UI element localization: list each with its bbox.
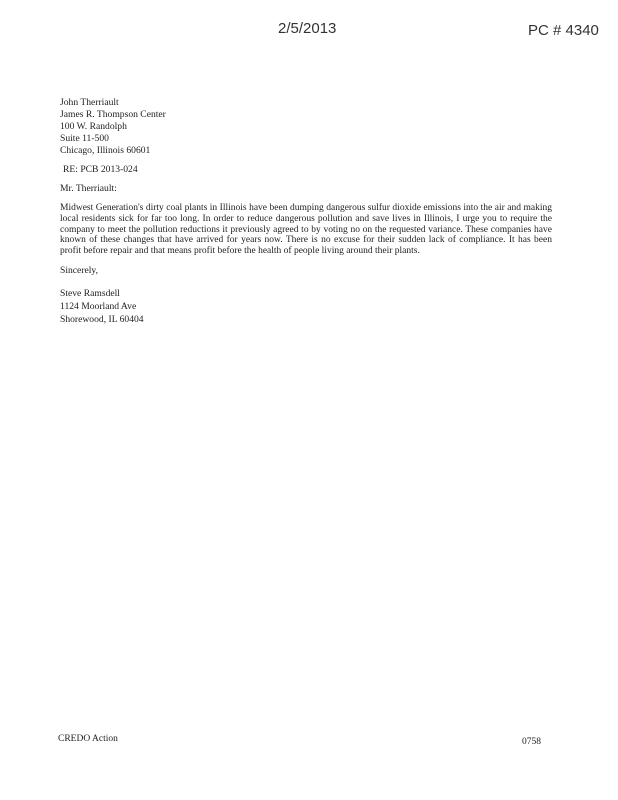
closing: Sincerely, bbox=[60, 264, 99, 276]
footer-org: CREDO Action bbox=[58, 734, 118, 744]
recipient-city: Chicago, Illinois 60601 bbox=[60, 145, 151, 156]
recipient-suite: Suite 11-500 bbox=[60, 133, 109, 144]
recipient-address bbox=[60, 97, 552, 157]
sender-name: Steve Ramsdell bbox=[60, 287, 120, 299]
footer-page-number: 0758 bbox=[522, 737, 541, 747]
header-date: 2/5/2013 bbox=[278, 20, 337, 37]
re-line: RE: PCB 2013-024 bbox=[63, 164, 138, 175]
recipient-name: John Therriault bbox=[60, 97, 119, 108]
sender-city: Shorewood, IL 60404 bbox=[60, 313, 144, 325]
salutation: Mr. Therriault: bbox=[60, 183, 117, 194]
recipient-building: James R. Thompson Center bbox=[60, 109, 166, 120]
pc-number: PC # 4340 bbox=[528, 22, 599, 39]
letter-body: Midwest Generation's dirty coal plants in Illinois have been dumping dangerous sulfur dioxide emissions into the air and making local residents sick for far too long. In order to reduce dangerous pollution and save lives in Illinois, I urge you to require the company to meet the pollution reductions it previously agreed to by voting no on the requested variance. These companies have known of these changes that have arrived for years now. There is no excuse for their sudden lack of compliance. It has been profit before repair and that means profit before the health of people living around their plants. bbox=[60, 203, 552, 257]
recipient-street: 100 W. Randolph bbox=[60, 121, 127, 132]
sender-street: 1124 Moorland Ave bbox=[60, 300, 137, 312]
signature-block bbox=[60, 287, 552, 326]
letter bbox=[60, 97, 552, 326]
